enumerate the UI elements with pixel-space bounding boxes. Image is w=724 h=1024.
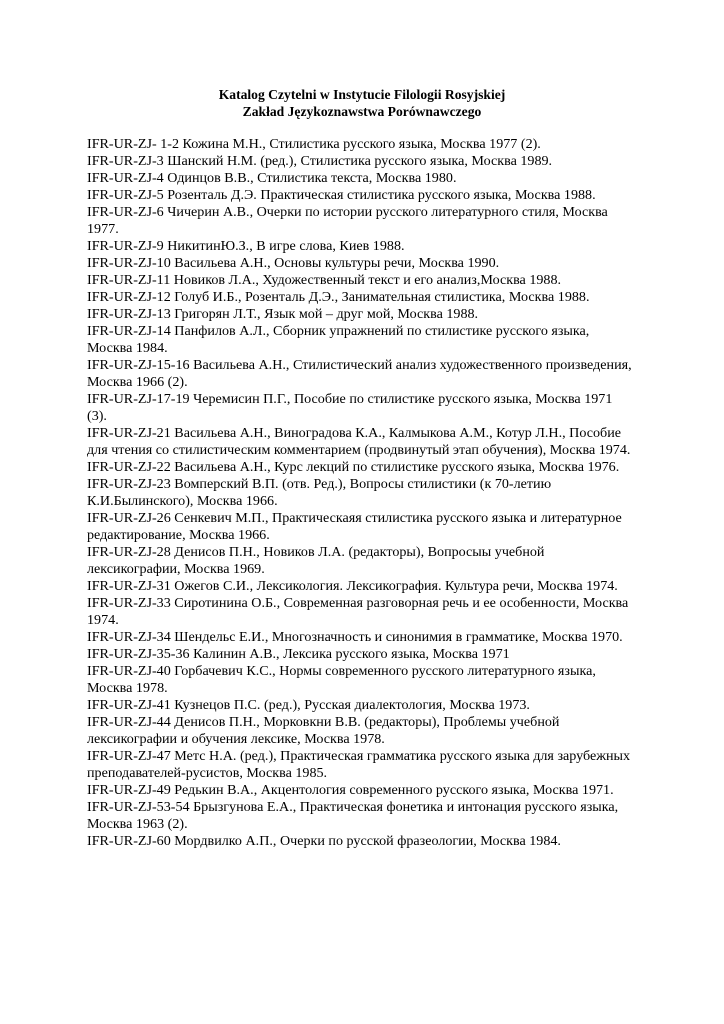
catalog-entry: IFR-UR-ZJ-5 Розенталь Д.Э. Практическая стилистика русского языка, Москва 1988. xyxy=(87,187,596,203)
catalog-entry: IFR-UR-ZJ-15-16 Васильева А.Н., Стилистический анализ художественного произведения, Москва 1966 (2). xyxy=(87,357,632,390)
catalog-entry: IFR-UR-ZJ-26 Сенкевич М.П., Практическаяя стилистика русского языка и литературное редактирование, Москва 1966. xyxy=(87,510,622,543)
catalog-entry: IFR-UR-ZJ-3 Шанский Н.М. (ред.), Стилистика русского языка, Москва 1989. xyxy=(87,153,553,169)
catalog-entry: IFR-UR-ZJ-13 Григорян Л.Т., Язык мой – друг мой, Москва 1988. xyxy=(87,306,479,322)
catalog-entry: IFR-UR-ZJ-31 Ожегов С.И., Лексикология. Лексикография. Культура речи, Москва 1974. xyxy=(87,578,618,594)
document-header xyxy=(0,86,724,120)
catalog-entry: IFR-UR-ZJ-41 Кузнецов П.С. (ред.), Русская диалектология, Москва 1973. xyxy=(87,697,530,713)
catalog-entry: IFR-UR-ZJ-44 Денисов П.Н., Морковкни В.В. (редакторы), Проблемы учебной лексикографии и обучения лексике, Москва 1978. xyxy=(87,714,560,747)
department-subtitle: Zakład Językoznawstwa Porównawczego xyxy=(242,104,482,119)
catalog-entry: IFR-UR-ZJ-49 Редькин В.А., Акцентология современного русского языка, Москва 1971. xyxy=(87,782,614,798)
catalog-entry: IFR-UR-ZJ-34 Шендельс Е.И., Многозначность и синонимия в грамматике, Москва 1970. xyxy=(87,629,623,645)
catalog-entry: IFR-UR-ZJ-35-36 Калинин А.В., Лексика русского языка, Москва 1971 xyxy=(87,646,510,662)
catalog-entry: IFR-UR-ZJ-11 Новиков Л.А., Художественный текст и его анализ,Москва 1988. xyxy=(87,272,562,288)
catalog-title: Katalog Czytelni w Instytucie Filologii Rosyjskiej xyxy=(218,87,506,102)
catalog-entry: IFR-UR-ZJ- 1-2 Кожина М.Н., Стилистика русского языка, Москва 1977 (2). xyxy=(87,136,541,152)
catalog-entry: IFR-UR-ZJ-10 Васильева А.Н., Основы культуры речи, Москва 1990. xyxy=(87,255,500,271)
catalog-entry-list xyxy=(87,136,635,850)
catalog-entry: IFR-UR-ZJ-33 Сиротинина О.Б., Современная разговорная речь и ее особенности, Москва 1974. xyxy=(87,595,629,628)
catalog-entry: IFR-UR-ZJ-12 Голуб И.Б., Розенталь Д.Э., Занимательная стилистика, Москва 1988. xyxy=(87,289,590,305)
catalog-entry: IFR-UR-ZJ-53-54 Брызгунова Е.А., Практическая фонетика и интонация русского языка, Москва 1963 (2). xyxy=(87,799,619,832)
catalog-entry: IFR-UR-ZJ-47 Метс Н.А. (ред.), Практическая грамматика русского языка для зарубежных преподавателей-русистов, Москва 1985. xyxy=(87,748,631,781)
catalog-entry: IFR-UR-ZJ-22 Васильева А.Н., Курс лекций по стилистике русского языка, Москва 1976. xyxy=(87,459,620,475)
catalog-entry: IFR-UR-ZJ-17-19 Черемисин П.Г., Пособие по стилистике русского языка, Москва 1971 (3). xyxy=(87,391,613,424)
catalog-entry: IFR-UR-ZJ-40 Горбачевич К.С., Нормы современного русского литературного языка, Москва 1978. xyxy=(87,663,596,696)
catalog-entry: IFR-UR-ZJ-6 Чичерин А.В., Очерки по истории русского литературного стиля, Москва 1977. xyxy=(87,204,608,237)
catalog-entry: IFR-UR-ZJ-21 Васильева А.Н., Виноградова К.А., Калмыкова А.М., Котур Л.Н., Пособие для чтения со стилистическим комментарием (продвинутый этап обучения), Москва 1974. xyxy=(87,425,631,458)
catalog-entry: IFR-UR-ZJ-9 НикитинЮ.З., В игре слова, Киев 1988. xyxy=(87,238,405,254)
catalog-entry: IFR-UR-ZJ-23 Вомперский В.П. (отв. Ред.), Вопросы стилистики (к 70-летию К.И.Былинского), Москва 1966. xyxy=(87,476,552,509)
catalog-entry: IFR-UR-ZJ-14 Панфилов А.Л., Сборник упражнений по стилистике русского языка, Москва 1984. xyxy=(87,323,590,356)
catalog-entry: IFR-UR-ZJ-28 Денисов П.Н., Новиков Л.А. (редакторы), Вопросыы учебной лексикографии, Москва 1969. xyxy=(87,544,545,577)
catalog-entry: IFR-UR-ZJ-4 Одинцов В.В., Стилистика текста, Москва 1980. xyxy=(87,170,457,186)
catalog-entry: IFR-UR-ZJ-60 Мордвилко А.П., Очерки по русской фразеологии, Москва 1984. xyxy=(87,833,561,849)
